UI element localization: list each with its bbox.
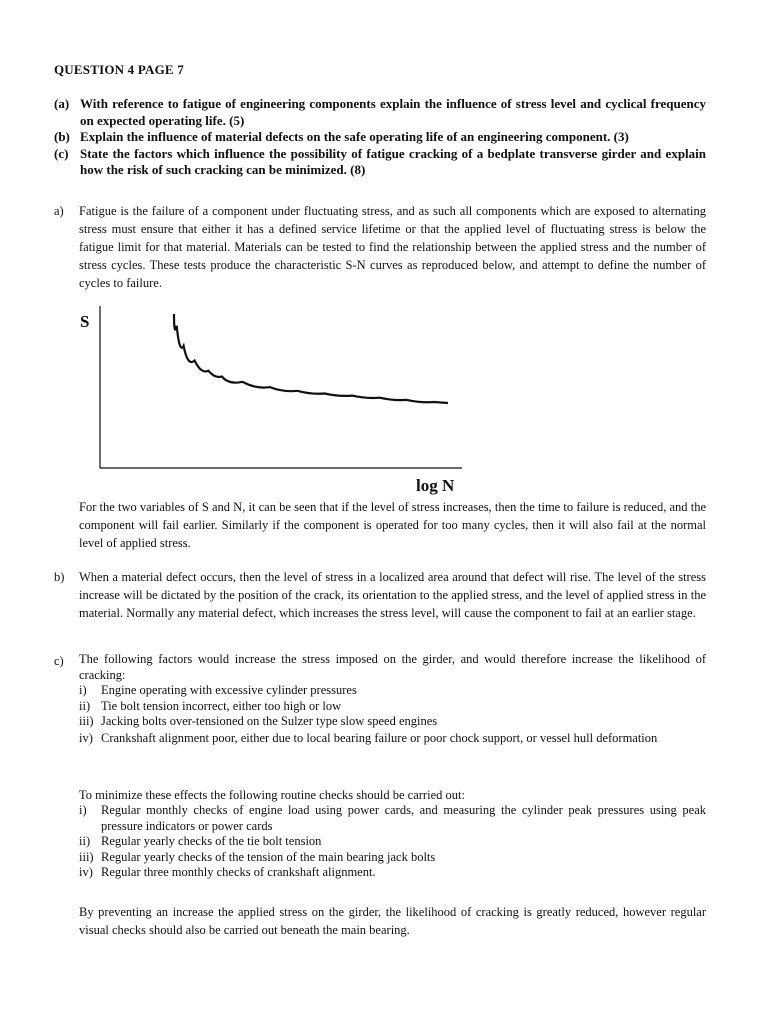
- question-a: [54, 96, 706, 129]
- y-axis-label: S: [80, 312, 90, 331]
- question-c: [54, 146, 706, 179]
- sn-curve-chart: [74, 300, 474, 500]
- question-list: [54, 96, 706, 179]
- answer-b: [54, 568, 706, 622]
- factor-number: iv): [79, 730, 93, 745]
- factor-text: Crankshaft alignment poor, either due to local bearing failure or poor chock support, or vessel hull deformation: [101, 730, 658, 745]
- check-number: iii): [79, 849, 94, 864]
- factor-number: ii): [79, 698, 91, 713]
- factor-item: [79, 683, 706, 699]
- factor-item: [79, 714, 706, 730]
- answer-a-text: Fatigue is the failure of a component under fluctuating stress, and as such all components which are exposed to alternating stress must ensure that either it has a defined service lifetime or that the applied level of fluctuating stress is below the fatigue limit for that material. Materials can be tested to find the relationship between the applied stress and the number of stress cycles. These tests produce the characteristic S-N curves as reproduced below, and attempt to define the number of cycles to failure.: [79, 204, 706, 290]
- factor-text: Jacking bolts over-tensioned on the Sulzer type slow speed engines: [101, 714, 438, 728]
- check-text: Regular monthly checks of engine load using power cards, and measuring the cylinder peak pressures using peak pressure indicators or power cards: [101, 803, 706, 833]
- question-text: Explain the influence of material defects on the safe operating life of an engineering component. (3): [80, 129, 629, 144]
- check-text: Regular yearly checks of the tension of the main bearing jack bolts: [101, 849, 436, 864]
- answer-a-conclusion: For the two variables of S and N, it can be seen that if the level of stress increases, then the time to failure is reduced, and the component will fail earlier. Similarly if the component is operated for too many cycles, then it will also fail at the normal level of applied stress.: [79, 500, 706, 550]
- factor-text: Tie bolt tension incorrect, either too high or low: [101, 698, 342, 713]
- answer-c: [54, 652, 706, 747]
- question-label: (a): [54, 96, 70, 111]
- factor-text: Engine operating with excessive cylinder pressures: [101, 683, 357, 697]
- check-number: i): [79, 803, 87, 817]
- question-label: (b): [54, 129, 70, 144]
- question-text: State the factors which influence the possibility of fatigue cracking of a bedplate transverse girder and explain how the risk of such cracking can be minimized. (8): [80, 145, 706, 177]
- question-b: [54, 129, 706, 146]
- check-item: [79, 803, 706, 834]
- answer-b-text: When a material defect occurs, then the level of stress in a localized area around that defect will rise. The level of the stress increase will be dictated by the position of the crack, its orientation to the applied stress, and the level of applied stress in the material. Normally any material defect, which increases the stress level, will cause the component to fail at an earlier stage.: [79, 570, 706, 620]
- answer-c-intro: The following factors would increase the stress imposed on the girder, and would therefore increase the likelihood of cracking:: [79, 652, 706, 682]
- answer-c-conclusion: By preventing an increase the applied stress on the girder, the likelihood of cracking is greatly reduced, however regular visual checks should also be carried out beneath the main bearing.: [79, 905, 706, 937]
- check-item: [79, 865, 706, 881]
- answer-c-body: [79, 652, 706, 747]
- x-axis-label: log N: [416, 476, 455, 495]
- factor-item: [79, 699, 706, 715]
- minimize-intro: To minimize these effects the following routine checks should be carried out:: [79, 788, 465, 802]
- answer-label: c): [54, 654, 64, 668]
- check-item: [79, 834, 706, 850]
- page-heading: QUESTION 4 PAGE 7: [54, 62, 184, 77]
- minimize-section: [79, 786, 706, 881]
- check-number: ii): [79, 834, 91, 848]
- question-label: (c): [54, 145, 69, 161]
- check-item: [79, 850, 706, 866]
- check-number: iv): [79, 865, 93, 879]
- question-text: With reference to fatigue of engineering components explain the influence of stress level and cyclical frequency on expected operating life. (5): [80, 96, 706, 128]
- answer-a: [54, 202, 706, 292]
- answer-label: a): [54, 204, 64, 218]
- answer-label: b): [54, 570, 65, 584]
- check-text: Regular three monthly checks of crankshaft alignment.: [101, 865, 376, 879]
- factor-number: iii): [79, 714, 94, 728]
- sn-curve-line: [174, 314, 448, 403]
- factor-number: i): [79, 683, 87, 697]
- factor-item: [79, 730, 706, 747]
- check-text: Regular yearly checks of the tie bolt tension: [101, 834, 322, 848]
